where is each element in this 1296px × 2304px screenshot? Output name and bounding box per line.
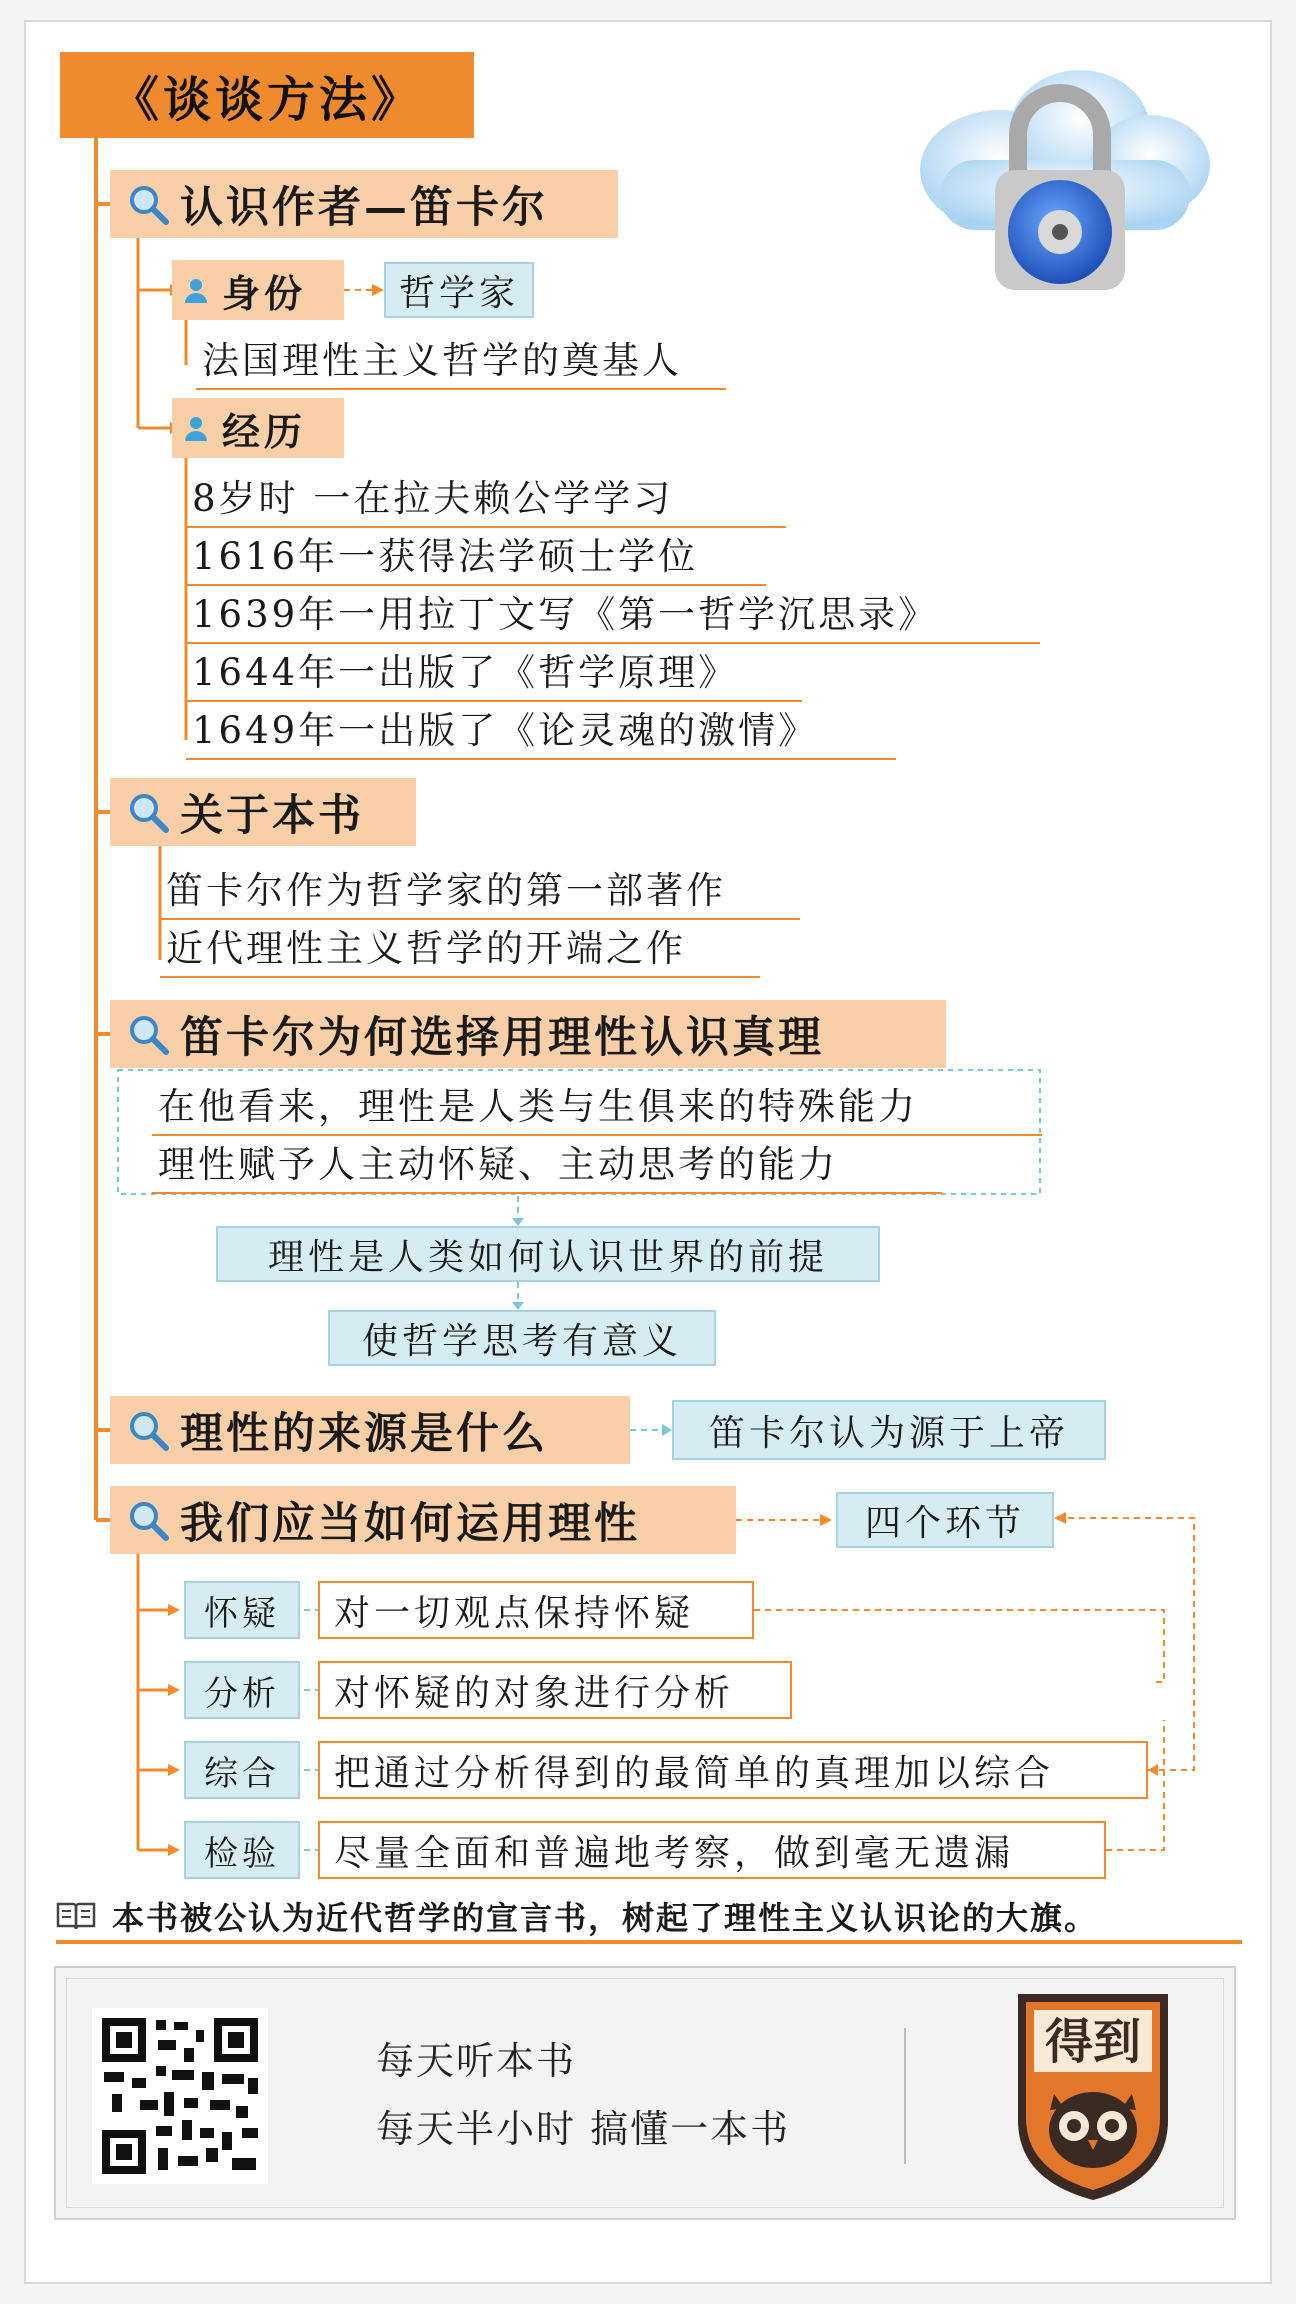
step-text-analysis: 对怀疑的对象进行分析 [318, 1661, 792, 1719]
section-why-heading [110, 1000, 946, 1068]
summary-text: 本书被公认为近代哲学的宣言书，树起了理性主义认识论的大旗。 [112, 1899, 1099, 1937]
step-text-verification: 尽量全面和普遍地考察，做到毫无遗漏 [318, 1821, 1106, 1879]
cloud-lock-icon [900, 40, 1220, 320]
section-use-heading [110, 1486, 736, 1554]
section-source-title: 理性的来源是什么 [180, 1408, 548, 1459]
identity-label: 身份 [222, 270, 307, 316]
section-why-title: 笛卡尔为何选择用理性认识真理 [180, 1012, 824, 1063]
page-title: 《谈谈方法》 [60, 52, 474, 138]
footer-divider [904, 2028, 906, 2164]
person-icon [182, 276, 210, 304]
why-item: 在他看来，理性是人类与生俱来的特殊能力 [152, 1076, 1042, 1136]
section-book-heading [110, 778, 416, 846]
footer-banner [54, 1966, 1236, 2220]
logo-text: 得到 [1044, 2014, 1142, 2070]
dedao-logo-icon[interactable] [1014, 1990, 1172, 2204]
step-text-doubt: 对一切观点保持怀疑 [318, 1581, 754, 1639]
section-book-title: 关于本书 [180, 790, 364, 841]
experience-item: 1644年一出版了《哲学原理》 [186, 642, 802, 702]
step-label-synthesis: 综合 [184, 1741, 300, 1799]
magnifier-icon [126, 182, 170, 226]
magnifier-icon [126, 1012, 170, 1056]
magnifier-icon [126, 1408, 170, 1452]
experience-label: 经历 [222, 408, 307, 454]
experience-item: 8岁时 一在拉夫赖公学学习 [186, 468, 786, 528]
person-icon [182, 414, 210, 442]
source-answer: 笛卡尔认为源于上帝 [672, 1400, 1106, 1460]
summary-line [56, 1892, 1242, 1944]
experience-label-box [172, 398, 344, 458]
section-use-title: 我们应当如何运用理性 [180, 1498, 640, 1549]
book-icon [56, 1900, 96, 1932]
step-text-synthesis: 把通过分析得到的最简单的真理加以综合 [318, 1741, 1148, 1799]
step-label-doubt: 怀疑 [184, 1581, 300, 1639]
use-tag: 四个环节 [836, 1492, 1054, 1548]
book-item: 笛卡尔作为哲学家的第一部著作 [160, 860, 800, 920]
experience-item: 1616年一获得法学硕士学位 [186, 526, 766, 586]
section-author-heading [110, 170, 618, 238]
step-label-verification: 检验 [184, 1821, 300, 1879]
footer-slogan-2: 每天半小时 搞懂一本书 [376, 2107, 791, 2151]
footer-slogan-1: 每天听本书 [376, 2039, 577, 2083]
magnifier-icon [126, 1498, 170, 1542]
step-label-analysis: 分析 [184, 1661, 300, 1719]
experience-item: 1639年一用拉丁文写《第一哲学沉思录》 [186, 584, 1040, 644]
section-author-title: 认识作者—笛卡尔 [180, 182, 548, 233]
magnifier-icon [126, 790, 170, 834]
identity-value: 哲学家 [384, 262, 534, 318]
book-item: 近代理性主义哲学的开端之作 [160, 918, 760, 978]
identity-label-box [172, 260, 344, 320]
experience-item: 1649年一出版了《论灵魂的激情》 [186, 700, 896, 760]
why-chain-step: 理性是人类如何认识世界的前提 [216, 1226, 880, 1282]
identity-detail: 法国理性主义哲学的奠基人 [196, 330, 726, 390]
why-chain-step: 使哲学思考有意义 [328, 1310, 716, 1366]
section-source-heading [110, 1396, 630, 1464]
why-item: 理性赋予人主动怀疑、主动思考的能力 [152, 1134, 942, 1194]
qr-code-icon[interactable] [92, 2008, 268, 2184]
